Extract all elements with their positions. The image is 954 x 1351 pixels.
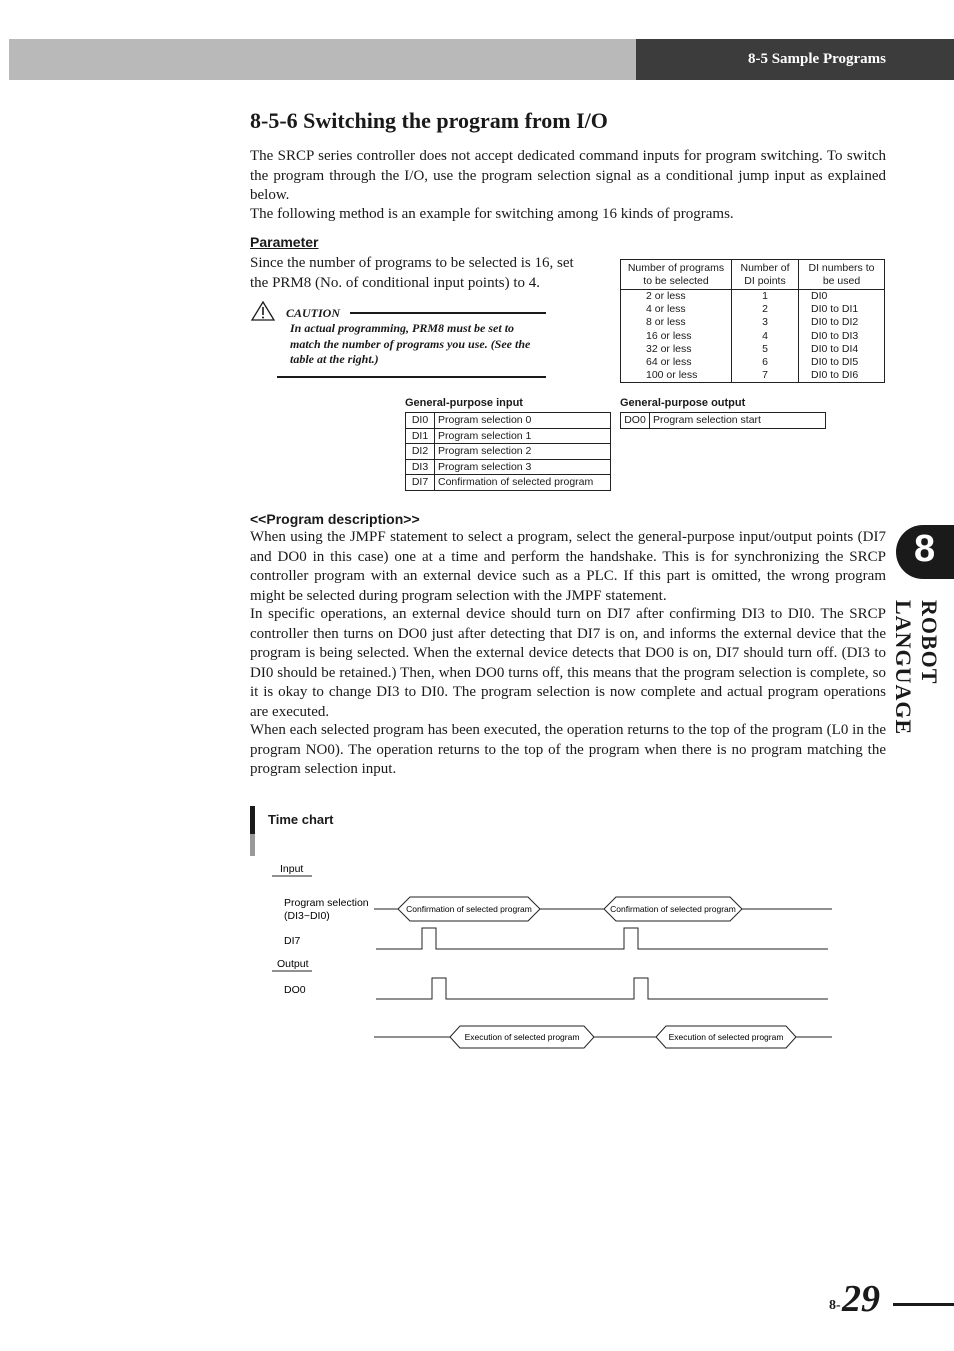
prm-cell: DI0 to DI5 <box>799 356 885 369</box>
prm-cell: 8 or less <box>621 316 732 329</box>
gp-output-table <box>620 412 826 429</box>
tc-output-label: Output <box>277 958 309 970</box>
table-row <box>621 413 826 429</box>
gp-input-label: General-purpose input <box>405 397 523 409</box>
prm-header-programs: Number of programs to be selected <box>621 260 732 290</box>
gp-input-desc: Program selection 1 <box>435 428 611 444</box>
prm-cell: 100 or less <box>621 369 732 383</box>
prm-cell: DI0 to DI1 <box>799 303 885 316</box>
gp-input-desc: Program selection 2 <box>435 444 611 460</box>
prm-header-points: Number of DI points <box>732 260 799 290</box>
page-number: 29 <box>842 1278 880 1320</box>
program-description-heading: <<Program description>> <box>250 511 420 527</box>
header-bar <box>9 39 636 80</box>
page-number-rule <box>893 1303 954 1306</box>
time-chart-diagram <box>250 850 850 1060</box>
tc-exec-label-2: Execution of selected program <box>668 1032 784 1042</box>
caution-icon <box>250 300 276 322</box>
header-section-box <box>636 39 954 80</box>
tc-exec-label-1: Execution of selected program <box>464 1032 580 1042</box>
table-row <box>406 413 611 429</box>
time-chart-marker <box>250 806 255 834</box>
description-paragraph-1: When using the JMPF statement to select a program, select the general-purpose input/output points (DI7 and DO0 in this case) one at a time and perform the handshake. This is for synchronizing the SRCP controller program with an external device such as a PLC. If this part is omitted, the wrong program might be selected during program selection with the JMPF statement. <box>250 529 886 604</box>
caution-rule-top <box>350 312 546 314</box>
page-number-prefix: 8- <box>829 1298 841 1313</box>
table-row <box>621 343 885 356</box>
gp-input-key: DI0 <box>406 413 435 429</box>
prm-cell: 32 or less <box>621 343 732 356</box>
gp-input-desc: Program selection 3 <box>435 459 611 475</box>
gp-input-key: DI7 <box>406 475 435 491</box>
tc-prog-sel-label: Program selection <box>284 897 369 909</box>
prm-cell: 3 <box>732 316 799 329</box>
caution-label: CAUTION <box>286 306 341 320</box>
tc-do0-label: DO0 <box>284 984 306 996</box>
description-paragraph-2: In specific operations, an external device should turn on DI7 after confirming DI3 to DI0. The SRCP controller then turns on DO0 just after detecting that DI7 is on, and informs the external device that the program is being selected. When the external device detects that DO0 is on, DI7 should turn off. (DI3 to DI0 should be retained.) Then, when DO0 turns off, this means that the program selection is complete, so it is okay to change DI3 to DI0. The program selection is now complete and actual program operations are executed. <box>250 606 886 720</box>
prm-table-header-row <box>621 260 885 290</box>
caution-box <box>250 300 546 378</box>
prm-cell: DI0 to DI4 <box>799 343 885 356</box>
table-row <box>621 316 885 329</box>
prm-cell: 4 <box>732 330 799 343</box>
parameter-heading: Parameter <box>250 234 319 250</box>
gp-input-desc: Confirmation of selected program <box>435 475 611 491</box>
chapter-side-title: ROBOT LANGUAGE <box>891 600 942 736</box>
prm-cell: 2 <box>732 303 799 316</box>
prm-cell: 2 or less <box>621 290 732 304</box>
prm-header-di-numbers: DI numbers to be used <box>799 260 885 290</box>
caution-rule-bottom <box>277 376 546 378</box>
prm-cell: 6 <box>732 356 799 369</box>
table-row <box>621 330 885 343</box>
tc-prog-sel-sub: (DI3~DI0) <box>284 910 330 922</box>
prm-table <box>620 259 885 383</box>
gp-input-desc: Program selection 0 <box>435 413 611 429</box>
prm-cell: DI0 to DI6 <box>799 369 885 383</box>
table-row <box>621 369 885 383</box>
gp-input-key: DI3 <box>406 459 435 475</box>
prm-cell: DI0 <box>799 290 885 304</box>
chapter-tab <box>896 525 954 579</box>
header-section-title: 8-5 Sample Programs <box>747 51 886 67</box>
gp-input-table <box>405 412 611 491</box>
prm-cell: 4 or less <box>621 303 732 316</box>
tc-di7-signal <box>376 928 828 949</box>
prm-cell: DI0 to DI2 <box>799 316 885 329</box>
gp-input-key: DI2 <box>406 444 435 460</box>
prm-cell: 7 <box>732 369 799 383</box>
intro-paragraph-2: The following method is an example for switching among 16 kinds of programs. <box>250 206 734 222</box>
prm-cell: 64 or less <box>621 356 732 369</box>
table-row <box>621 290 885 304</box>
tc-confirm-label-1: Confirmation of selected program <box>406 904 532 914</box>
tc-confirm-label-2: Confirmation of selected program <box>610 904 736 914</box>
gp-output-desc: Program selection start <box>650 413 826 429</box>
tc-di7-label: DI7 <box>284 935 301 947</box>
prm-cell: DI0 to DI3 <box>799 330 885 343</box>
caution-text: In actual programming, PRM8 must be set to match the number of programs you use. (See the table at the right.) <box>290 321 531 366</box>
table-row <box>406 459 611 475</box>
table-row <box>621 303 885 316</box>
tc-input-label: Input <box>280 863 304 875</box>
table-row <box>406 428 611 444</box>
prm-cell: 16 or less <box>621 330 732 343</box>
description-paragraph-3: When each selected program has been executed, the operation returns to the top of the program (L0 in the program NO0). The operation returns to the top of the program when there is no program matching the program selection input. <box>250 722 886 777</box>
prm-cell: 1 <box>732 290 799 304</box>
chapter-number: 8 <box>914 528 936 570</box>
time-chart-title: Time chart <box>268 812 334 827</box>
table-row <box>406 475 611 491</box>
gp-output-key: DO0 <box>621 413 650 429</box>
table-row <box>621 356 885 369</box>
gp-input-key: DI1 <box>406 428 435 444</box>
gp-output-label: General-purpose output <box>620 397 746 409</box>
tc-do0-signal <box>376 978 828 999</box>
parameter-text: Since the number of programs to be selected is 16, set the PRM8 (No. of conditional input points) to 4. <box>250 255 574 291</box>
section-title: 8-5-6 Switching the program from I/O <box>250 108 608 133</box>
prm-cell: 5 <box>732 343 799 356</box>
table-row <box>406 444 611 460</box>
intro-paragraph-1: The SRCP series controller does not accept dedicated command inputs for program switching. To switch the program through the I/O, use the program selection signal as a conditional jump input as explained below. <box>250 148 886 203</box>
